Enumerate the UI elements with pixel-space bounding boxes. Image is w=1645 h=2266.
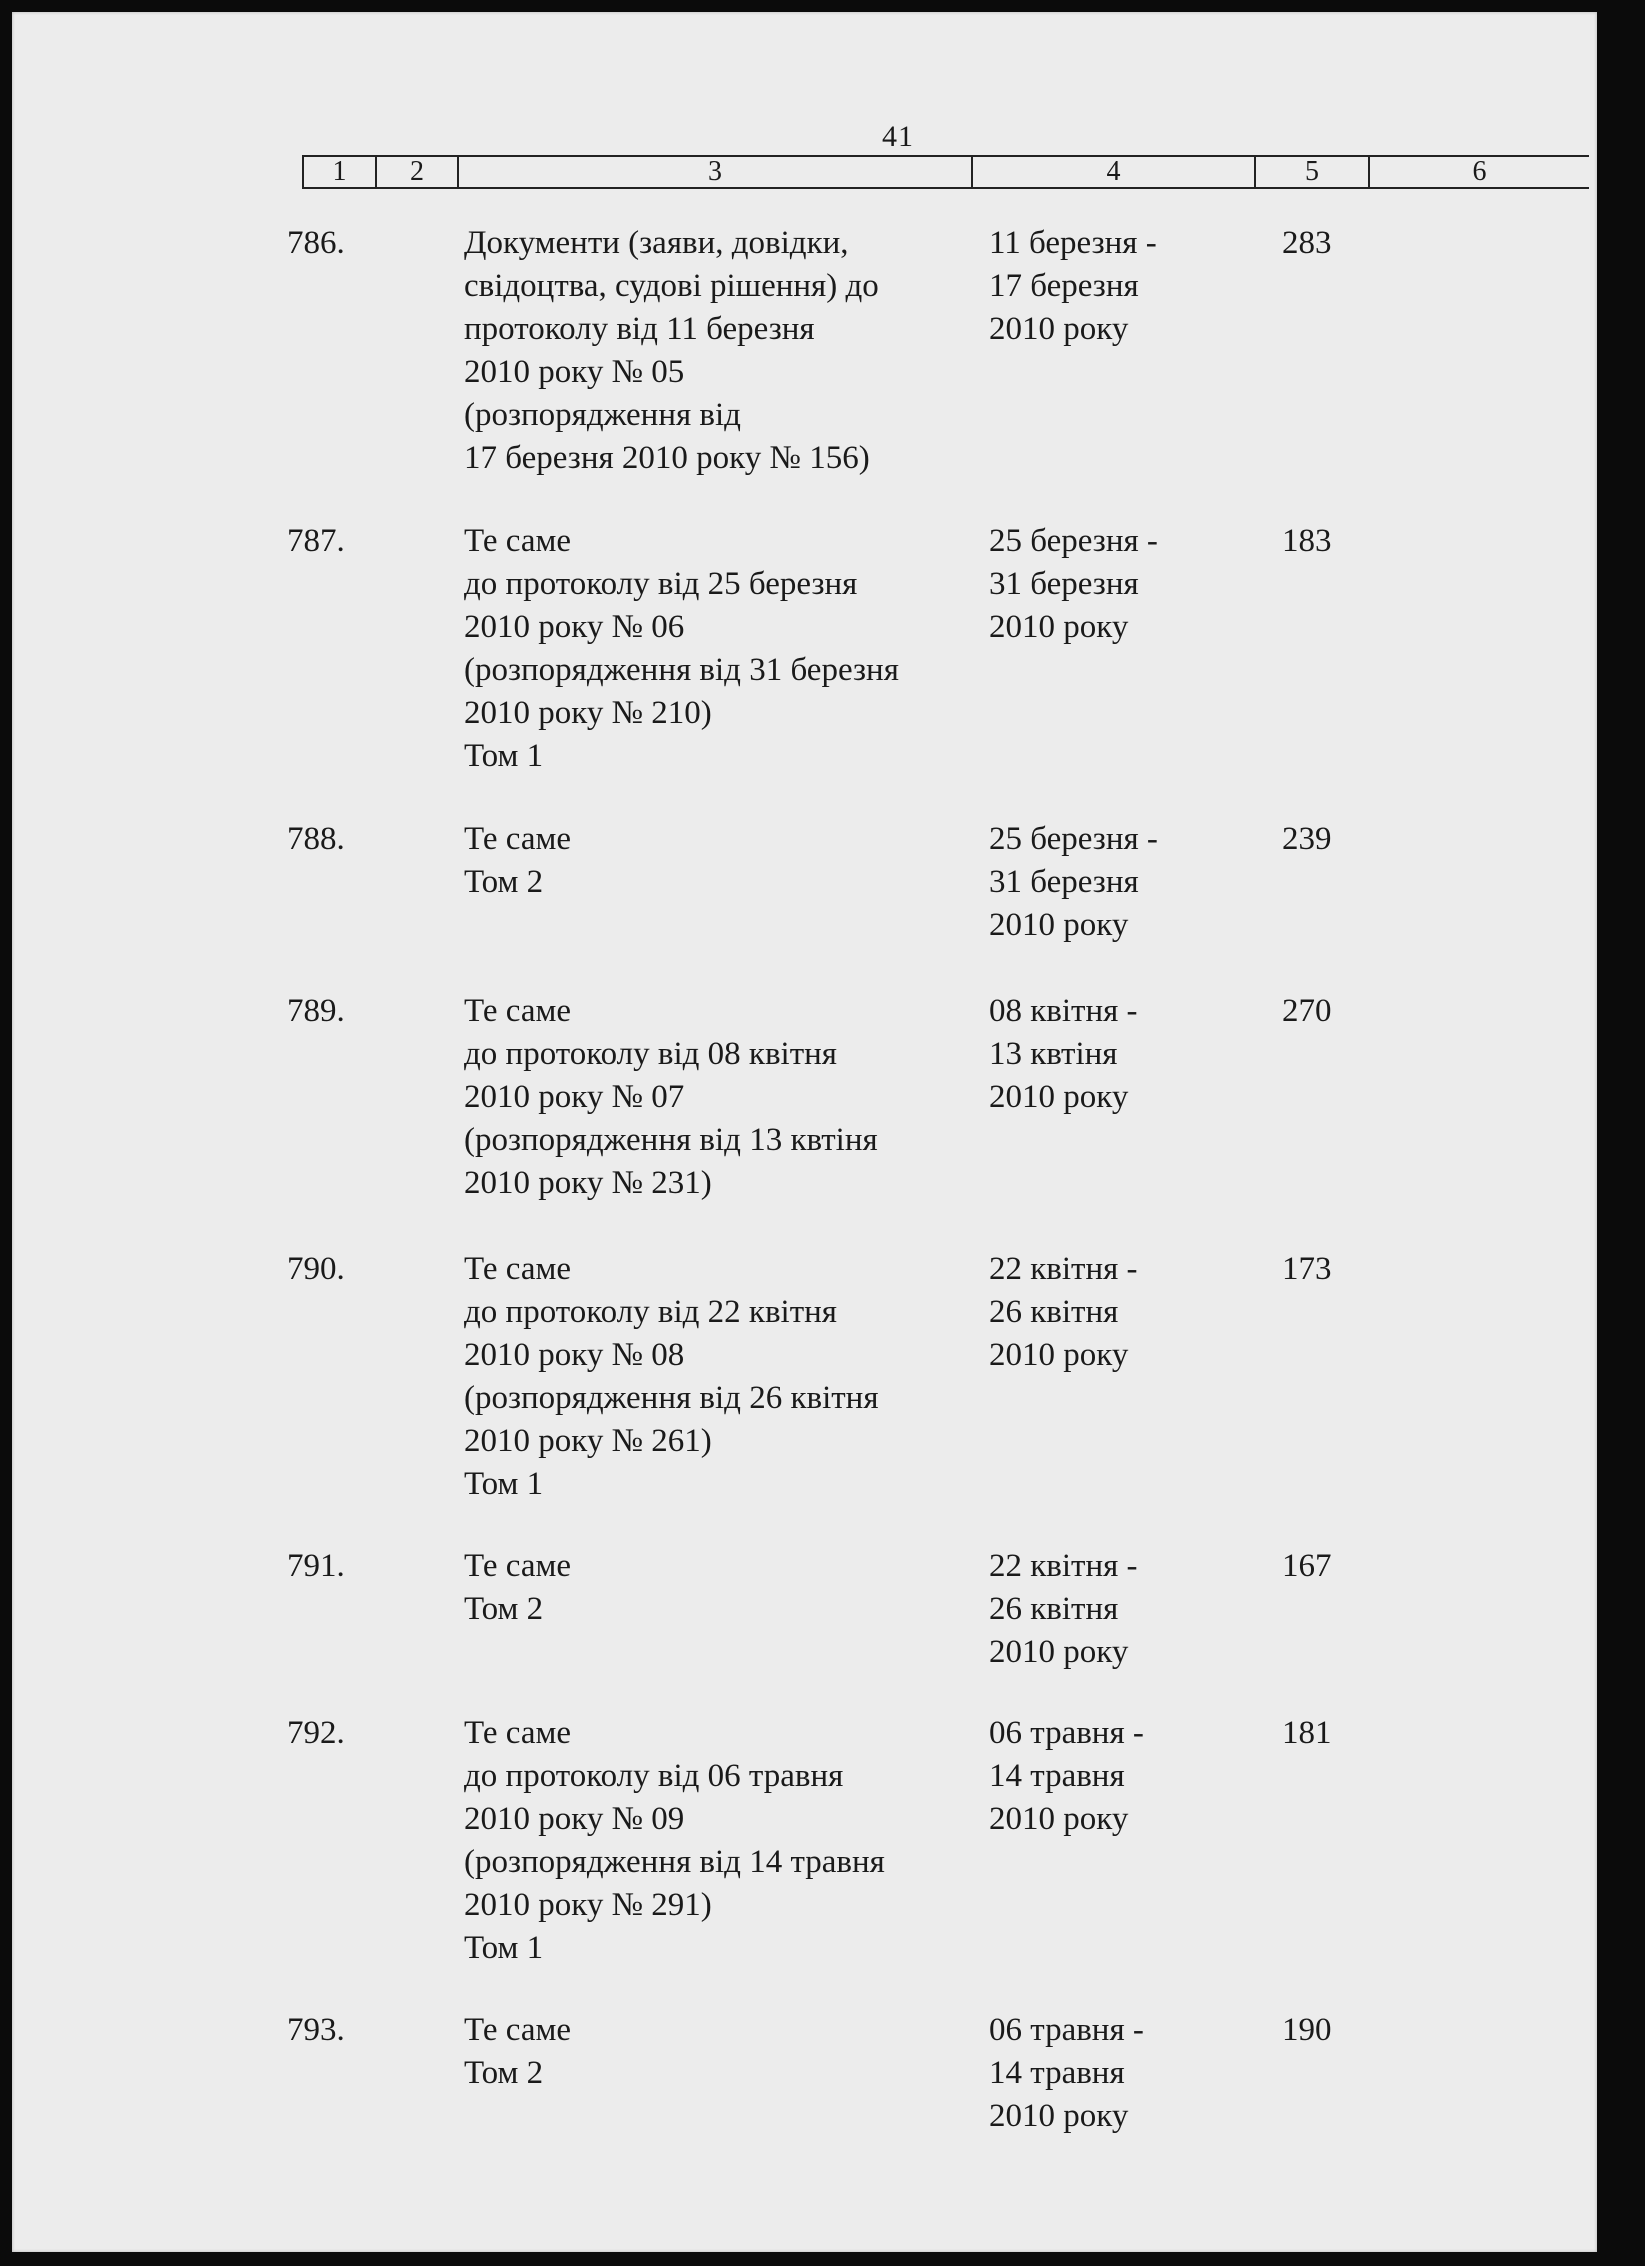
date-line: 2010 року [989, 907, 1129, 943]
entry-description [464, 2009, 984, 2095]
date-line: 22 квітня - [989, 1251, 1138, 1287]
description-line: 2010 року № 06 [464, 609, 685, 645]
description-line: 2010 року № 291) [464, 1887, 712, 1923]
description-line: Том 1 [464, 1466, 544, 1502]
entry-sheet-count: 190 [1282, 2012, 1332, 2048]
description-line: протоколу від 11 березня [464, 311, 815, 347]
entry-sheet-count: 181 [1282, 1715, 1332, 1751]
description-line: (розпорядження від 13 квтіня [464, 1122, 878, 1158]
entry-dates [989, 1248, 1249, 1377]
date-line: 14 травня [989, 1758, 1125, 1794]
description-line: Те саме [464, 1715, 572, 1751]
entry-dates [989, 520, 1249, 649]
date-line: 06 травня - [989, 1715, 1144, 1751]
entry-sheet-count: 283 [1282, 225, 1332, 261]
date-line: 25 березня - [989, 821, 1158, 857]
date-line: 22 квітня - [989, 1548, 1138, 1584]
description-line: (розпорядження від 26 квітня [464, 1380, 879, 1416]
date-line: 2010 року [989, 2098, 1129, 2134]
entry-description [464, 222, 984, 480]
entry-dates [989, 1545, 1249, 1674]
date-line: 31 березня [989, 864, 1139, 900]
entry-number: 793. [287, 2012, 345, 2048]
description-line: 2010 року № 261) [464, 1423, 712, 1459]
description-line: (розпорядження від 31 березня [464, 652, 899, 688]
description-line: 2010 року № 231) [464, 1165, 712, 1201]
description-line: Том 1 [464, 1930, 544, 1966]
page-number: 41 [882, 120, 914, 153]
header-col-4: 4 [971, 155, 1254, 189]
header-col-5: 5 [1254, 155, 1368, 189]
document-page [12, 12, 1597, 2252]
description-line: Те саме [464, 523, 572, 559]
date-line: 13 квтіня [989, 1036, 1118, 1072]
description-line: до протоколу від 22 квітня [464, 1294, 837, 1330]
date-line: 25 березня - [989, 523, 1158, 559]
date-line: 2010 року [989, 311, 1129, 347]
date-line: 2010 року [989, 1337, 1129, 1373]
description-line: Те саме [464, 1251, 572, 1287]
date-line: 2010 року [989, 1079, 1129, 1115]
date-line: 08 квітня - [989, 993, 1138, 1029]
date-line: 31 березня [989, 566, 1139, 602]
inventory-entries [12, 12, 1597, 2252]
description-line: (розпорядження від 14 травня [464, 1844, 885, 1880]
entry-description [464, 520, 984, 778]
entry-number: 790. [287, 1251, 345, 1287]
date-line: 06 травня - [989, 2012, 1144, 2048]
entry-number: 788. [287, 821, 345, 857]
entry-dates [989, 1712, 1249, 1841]
entry-dates [989, 818, 1249, 947]
description-line: до протоколу від 25 березня [464, 566, 858, 602]
date-line: 2010 року [989, 609, 1129, 645]
description-line: свідоцтва, судові рішення) до [464, 268, 879, 304]
entry-number: 789. [287, 993, 345, 1029]
entry-dates [989, 990, 1249, 1119]
description-line: Документи (заяви, довідки, [464, 225, 849, 261]
description-line: Том 2 [464, 2055, 544, 2091]
date-line: 14 травня [989, 2055, 1125, 2091]
date-line: 26 квітня [989, 1591, 1119, 1627]
entry-number: 786. [287, 225, 345, 261]
header-col-1: 1 [302, 155, 375, 189]
description-line: 2010 року № 08 [464, 1337, 685, 1373]
description-line: Том 1 [464, 738, 544, 774]
entry-description [464, 818, 984, 904]
entry-sheet-count: 183 [1282, 523, 1332, 559]
header-col-6: 6 [1368, 155, 1589, 189]
description-line: до протоколу від 08 квітня [464, 1036, 837, 1072]
description-line: Те саме [464, 821, 572, 857]
entry-description [464, 1712, 984, 1970]
date-line: 2010 року [989, 1634, 1129, 1670]
description-line: 2010 року № 05 [464, 354, 685, 390]
entry-sheet-count: 239 [1282, 821, 1332, 857]
description-line: 2010 року № 210) [464, 695, 712, 731]
description-line: 2010 року № 07 [464, 1079, 685, 1115]
header-col-2: 2 [375, 155, 457, 189]
entry-dates [989, 222, 1249, 351]
description-line: (розпорядження від [464, 397, 741, 433]
entry-description [464, 990, 984, 1205]
description-line: Те саме [464, 2012, 572, 2048]
entry-sheet-count: 173 [1282, 1251, 1332, 1287]
header-col-3: 3 [457, 155, 971, 189]
entry-description [464, 1248, 984, 1506]
description-line: 17 березня 2010 року № 156) [464, 440, 870, 476]
entry-dates [989, 2009, 1249, 2138]
entry-number: 792. [287, 1715, 345, 1751]
description-line: 2010 року № 09 [464, 1801, 685, 1837]
description-line: Те саме [464, 993, 572, 1029]
description-line: Том 2 [464, 1591, 544, 1627]
date-line: 2010 року [989, 1801, 1129, 1837]
entry-sheet-count: 270 [1282, 993, 1332, 1029]
description-line: Те саме [464, 1548, 572, 1584]
date-line: 26 квітня [989, 1294, 1119, 1330]
date-line: 11 березня - [989, 225, 1157, 261]
description-line: до протоколу від 06 травня [464, 1758, 844, 1794]
entry-number: 787. [287, 523, 345, 559]
entry-sheet-count: 167 [1282, 1548, 1332, 1584]
entry-description [464, 1545, 984, 1631]
entry-number: 791. [287, 1548, 345, 1584]
description-line: Том 2 [464, 864, 544, 900]
date-line: 17 березня [989, 268, 1139, 304]
